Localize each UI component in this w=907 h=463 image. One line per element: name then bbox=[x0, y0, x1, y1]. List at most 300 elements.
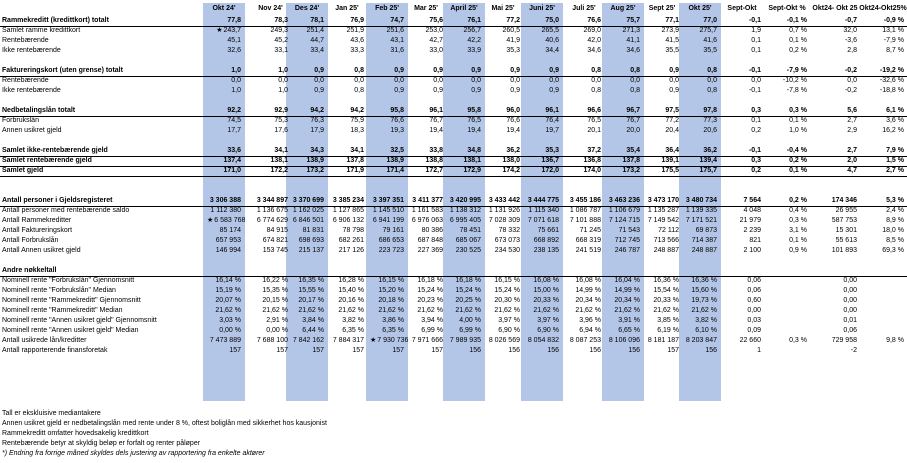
row-label[interactable] bbox=[2, 136, 202, 146]
table-cell[interactable] bbox=[767, 156, 807, 166]
table-cell[interactable] bbox=[447, 46, 481, 56]
table-cell[interactable] bbox=[330, 116, 364, 126]
table-cell[interactable] bbox=[606, 236, 640, 246]
table-cell[interactable] bbox=[606, 326, 640, 336]
table-cell[interactable] bbox=[290, 336, 324, 346]
table-cell[interactable] bbox=[447, 116, 481, 126]
table-cell[interactable] bbox=[447, 236, 481, 246]
row-label[interactable]: Andre nøkkeltall bbox=[2, 267, 57, 274]
table-cell[interactable] bbox=[409, 36, 443, 46]
table-cell[interactable] bbox=[645, 126, 679, 136]
column-header[interactable]: Mai 25' bbox=[491, 5, 515, 12]
table-cell[interactable] bbox=[683, 116, 717, 126]
table-cell[interactable] bbox=[330, 146, 364, 156]
table-cell[interactable] bbox=[330, 216, 364, 226]
table-cell[interactable] bbox=[767, 146, 807, 156]
table-cell[interactable] bbox=[370, 86, 404, 96]
table-cell[interactable] bbox=[207, 206, 241, 216]
table-cell[interactable] bbox=[862, 236, 904, 246]
table-cell[interactable] bbox=[606, 46, 640, 56]
table-cell[interactable] bbox=[253, 196, 288, 206]
table-cell[interactable] bbox=[767, 196, 807, 206]
table-cell[interactable] bbox=[683, 276, 717, 286]
table-cell[interactable] bbox=[767, 296, 807, 306]
table-cell[interactable] bbox=[486, 246, 520, 256]
table-cell[interactable] bbox=[525, 46, 559, 56]
table-cell[interactable] bbox=[525, 16, 559, 26]
table-cell[interactable] bbox=[645, 36, 679, 46]
table-cell[interactable] bbox=[370, 236, 404, 246]
table-cell[interactable] bbox=[330, 86, 364, 96]
table-cell[interactable] bbox=[253, 276, 288, 286]
table-cell[interactable] bbox=[645, 166, 679, 176]
table-cell[interactable] bbox=[447, 126, 481, 136]
table-cell[interactable] bbox=[330, 316, 364, 326]
table-cell[interactable] bbox=[645, 346, 679, 356]
table-cell[interactable] bbox=[253, 146, 288, 156]
table-cell[interactable] bbox=[207, 106, 241, 116]
table-cell[interactable] bbox=[862, 326, 904, 336]
table-cell[interactable] bbox=[683, 126, 717, 136]
table-cell[interactable] bbox=[370, 26, 404, 36]
table-cell[interactable] bbox=[290, 286, 324, 296]
table-cell[interactable] bbox=[525, 86, 559, 96]
table-cell[interactable] bbox=[723, 126, 761, 136]
table-cell[interactable] bbox=[767, 216, 807, 226]
table-cell[interactable] bbox=[606, 86, 640, 96]
table-cell[interactable] bbox=[525, 276, 559, 286]
table-cell[interactable] bbox=[525, 246, 559, 256]
table-cell[interactable] bbox=[370, 206, 404, 216]
table-cell[interactable] bbox=[645, 86, 679, 96]
table-cell[interactable] bbox=[606, 166, 640, 176]
table-cell[interactable] bbox=[207, 26, 241, 36]
table-cell[interactable] bbox=[253, 286, 288, 296]
table-cell[interactable] bbox=[645, 156, 679, 166]
table-cell[interactable] bbox=[207, 306, 241, 316]
row-label[interactable]: Antall Rammekreditter bbox=[2, 217, 72, 224]
table-cell[interactable] bbox=[767, 46, 807, 56]
row-label[interactable]: Nominell rente "Forbrukslån" Median bbox=[2, 287, 116, 294]
table-cell[interactable] bbox=[486, 86, 520, 96]
row-label[interactable]: Faktureringskort (uten grense) totalt bbox=[2, 67, 123, 74]
table-cell[interactable] bbox=[606, 126, 640, 136]
table-cell[interactable] bbox=[253, 206, 288, 216]
table-cell[interactable] bbox=[525, 126, 559, 136]
table-cell[interactable] bbox=[567, 116, 601, 126]
table-cell[interactable] bbox=[606, 216, 640, 226]
table-cell[interactable] bbox=[330, 196, 364, 206]
table-cell[interactable] bbox=[486, 166, 520, 176]
table-cell[interactable] bbox=[723, 166, 761, 176]
table-cell[interactable] bbox=[645, 76, 679, 86]
table-cell[interactable] bbox=[813, 26, 857, 36]
table-cell[interactable] bbox=[447, 26, 481, 36]
table-cell[interactable] bbox=[645, 286, 679, 296]
table-cell[interactable] bbox=[723, 336, 761, 346]
table-cell[interactable] bbox=[447, 146, 481, 156]
table-cell[interactable] bbox=[330, 306, 364, 316]
table-cell[interactable] bbox=[723, 326, 761, 336]
table-cell[interactable] bbox=[862, 336, 904, 346]
table-cell[interactable] bbox=[767, 236, 807, 246]
table-cell[interactable] bbox=[370, 116, 404, 126]
table-cell[interactable] bbox=[330, 36, 364, 46]
table-cell[interactable] bbox=[290, 276, 324, 286]
table-cell[interactable] bbox=[409, 126, 443, 136]
column-header[interactable]: Okt 25' bbox=[688, 5, 712, 12]
table-cell[interactable] bbox=[525, 196, 559, 206]
table-cell[interactable] bbox=[813, 116, 857, 126]
table-cell[interactable] bbox=[723, 286, 761, 296]
table-cell[interactable] bbox=[207, 36, 241, 46]
table-cell[interactable] bbox=[447, 16, 481, 26]
table-cell[interactable] bbox=[370, 146, 404, 156]
column-header[interactable]: Jan 25' bbox=[335, 5, 359, 12]
table-cell[interactable] bbox=[253, 236, 288, 246]
table-cell[interactable] bbox=[567, 36, 601, 46]
table-cell[interactable] bbox=[813, 326, 857, 336]
table-cell[interactable] bbox=[813, 316, 857, 326]
table-cell[interactable] bbox=[813, 196, 857, 206]
table-cell[interactable] bbox=[253, 126, 288, 136]
table-cell[interactable] bbox=[862, 46, 904, 56]
table-cell[interactable] bbox=[330, 286, 364, 296]
table-cell[interactable] bbox=[606, 226, 640, 236]
table-cell[interactable] bbox=[813, 246, 857, 256]
row-label[interactable]: Antall personer i Gjeldsregisteret bbox=[2, 197, 113, 204]
table-cell[interactable] bbox=[683, 306, 717, 316]
table-cell[interactable] bbox=[606, 76, 640, 86]
table-cell[interactable] bbox=[813, 146, 857, 156]
table-cell[interactable] bbox=[330, 106, 364, 116]
table-cell[interactable] bbox=[330, 246, 364, 256]
table-cell[interactable] bbox=[330, 26, 364, 36]
table-cell[interactable] bbox=[767, 346, 807, 356]
table-cell[interactable] bbox=[813, 216, 857, 226]
table-cell[interactable] bbox=[409, 46, 443, 56]
table-cell[interactable] bbox=[447, 66, 481, 76]
table-cell[interactable] bbox=[253, 36, 288, 46]
table-cell[interactable] bbox=[645, 306, 679, 316]
table-cell[interactable] bbox=[486, 336, 520, 346]
table-cell[interactable] bbox=[447, 226, 481, 236]
table-cell[interactable] bbox=[370, 36, 404, 46]
table-cell[interactable] bbox=[486, 216, 520, 226]
table-cell[interactable] bbox=[370, 196, 404, 206]
table-cell[interactable] bbox=[409, 276, 443, 286]
table-cell[interactable] bbox=[409, 196, 443, 206]
table-cell[interactable] bbox=[767, 66, 807, 76]
table-cell[interactable] bbox=[253, 116, 288, 126]
table-cell[interactable] bbox=[525, 346, 559, 356]
table-cell[interactable] bbox=[862, 206, 904, 216]
table-cell[interactable] bbox=[723, 16, 761, 26]
table-cell[interactable] bbox=[207, 236, 241, 246]
table-cell[interactable] bbox=[409, 226, 443, 236]
table-cell[interactable] bbox=[447, 76, 481, 86]
table-cell[interactable] bbox=[486, 296, 520, 306]
table-cell[interactable] bbox=[683, 236, 717, 246]
table-cell[interactable] bbox=[813, 336, 857, 346]
table-cell[interactable] bbox=[525, 206, 559, 216]
row-label[interactable]: Rentebærende bbox=[2, 77, 49, 84]
table-cell[interactable] bbox=[207, 286, 241, 296]
table-cell[interactable] bbox=[525, 36, 559, 46]
table-cell[interactable] bbox=[253, 296, 288, 306]
table-cell[interactable] bbox=[862, 196, 904, 206]
table-cell[interactable] bbox=[567, 76, 601, 86]
table-cell[interactable] bbox=[767, 206, 807, 216]
table-cell[interactable] bbox=[447, 86, 481, 96]
table-cell[interactable] bbox=[207, 226, 241, 236]
table-cell[interactable] bbox=[486, 236, 520, 246]
table-cell[interactable] bbox=[447, 106, 481, 116]
table-cell[interactable] bbox=[486, 46, 520, 56]
table-cell[interactable] bbox=[683, 316, 717, 326]
table-cell[interactable] bbox=[606, 336, 640, 346]
table-cell[interactable] bbox=[525, 66, 559, 76]
table-cell[interactable] bbox=[290, 146, 324, 156]
table-cell[interactable] bbox=[645, 316, 679, 326]
table-cell[interactable] bbox=[567, 316, 601, 326]
table-cell[interactable] bbox=[723, 46, 761, 56]
table-cell[interactable] bbox=[207, 146, 241, 156]
table-cell[interactable] bbox=[207, 316, 241, 326]
table-cell[interactable] bbox=[683, 326, 717, 336]
table-cell[interactable] bbox=[409, 106, 443, 116]
table-cell[interactable] bbox=[330, 336, 364, 346]
table-cell[interactable] bbox=[409, 76, 443, 86]
table-cell[interactable] bbox=[370, 286, 404, 296]
table-cell[interactable] bbox=[253, 316, 288, 326]
table-cell[interactable] bbox=[767, 316, 807, 326]
table-cell[interactable] bbox=[645, 46, 679, 56]
row-label[interactable]: Nominell rente "Forbrukslån" Gjennomsnitt bbox=[2, 277, 135, 284]
table-cell[interactable] bbox=[409, 236, 443, 246]
table-cell[interactable] bbox=[486, 196, 520, 206]
table-cell[interactable] bbox=[290, 46, 324, 56]
table-cell[interactable] bbox=[645, 336, 679, 346]
table-cell[interactable] bbox=[409, 66, 443, 76]
table-cell[interactable] bbox=[862, 316, 904, 326]
table-cell[interactable] bbox=[447, 246, 481, 256]
table-cell[interactable] bbox=[486, 346, 520, 356]
table-cell[interactable] bbox=[207, 66, 241, 76]
table-cell[interactable] bbox=[409, 116, 443, 126]
table-cell[interactable] bbox=[370, 156, 404, 166]
table-cell[interactable] bbox=[447, 196, 481, 206]
table-cell[interactable] bbox=[683, 336, 717, 346]
table-cell[interactable] bbox=[813, 126, 857, 136]
table-cell[interactable] bbox=[409, 326, 443, 336]
row-label[interactable]: Samlet rentebærende gjeld bbox=[2, 157, 92, 164]
table-cell[interactable] bbox=[447, 286, 481, 296]
table-cell[interactable] bbox=[567, 156, 601, 166]
table-cell[interactable] bbox=[683, 216, 717, 226]
table-cell[interactable] bbox=[767, 16, 807, 26]
table-cell[interactable] bbox=[567, 216, 601, 226]
table-cell[interactable] bbox=[567, 336, 601, 346]
table-cell[interactable] bbox=[290, 116, 324, 126]
table-cell[interactable] bbox=[253, 66, 288, 76]
table-cell[interactable] bbox=[207, 246, 241, 256]
column-header[interactable]: Okt24-Okt25% bbox=[859, 5, 907, 12]
row-label[interactable]: Antall Annen usikret gjeld bbox=[2, 247, 81, 254]
table-cell[interactable] bbox=[567, 86, 601, 96]
table-cell[interactable] bbox=[862, 276, 904, 286]
table-cell[interactable] bbox=[723, 346, 761, 356]
table-cell[interactable] bbox=[767, 246, 807, 256]
table-cell[interactable] bbox=[567, 106, 601, 116]
table-cell[interactable] bbox=[207, 86, 241, 96]
column-header[interactable]: Mar 25' bbox=[414, 5, 438, 12]
column-header[interactable]: Juli 25' bbox=[572, 5, 596, 12]
table-cell[interactable] bbox=[207, 346, 241, 356]
table-cell[interactable] bbox=[207, 126, 241, 136]
table-cell[interactable] bbox=[683, 106, 717, 116]
table-cell[interactable] bbox=[253, 336, 288, 346]
table-cell[interactable] bbox=[525, 336, 559, 346]
table-cell[interactable] bbox=[723, 36, 761, 46]
table-cell[interactable] bbox=[409, 26, 443, 36]
table-cell[interactable] bbox=[409, 206, 443, 216]
row-label[interactable]: Samlet gjeld bbox=[2, 167, 44, 174]
table-cell[interactable] bbox=[370, 16, 404, 26]
table-cell[interactable] bbox=[567, 296, 601, 306]
table-cell[interactable] bbox=[723, 236, 761, 246]
table-cell[interactable] bbox=[370, 226, 404, 236]
table-cell[interactable] bbox=[813, 66, 857, 76]
table-cell[interactable] bbox=[683, 296, 717, 306]
table-cell[interactable] bbox=[767, 76, 807, 86]
table-cell[interactable] bbox=[813, 86, 857, 96]
table-cell[interactable] bbox=[290, 36, 324, 46]
table-cell[interactable] bbox=[290, 346, 324, 356]
table-cell[interactable] bbox=[525, 216, 559, 226]
table-cell[interactable] bbox=[813, 286, 857, 296]
table-cell[interactable] bbox=[862, 306, 904, 316]
table-cell[interactable] bbox=[486, 106, 520, 116]
table-cell[interactable] bbox=[330, 236, 364, 246]
table-cell[interactable] bbox=[253, 326, 288, 336]
table-cell[interactable] bbox=[290, 86, 324, 96]
table-cell[interactable] bbox=[290, 16, 324, 26]
table-cell[interactable] bbox=[567, 286, 601, 296]
table-cell[interactable] bbox=[645, 276, 679, 286]
column-header[interactable]: Nov 24' bbox=[258, 5, 283, 12]
table-cell[interactable] bbox=[813, 236, 857, 246]
table-cell[interactable] bbox=[370, 46, 404, 56]
table-cell[interactable] bbox=[447, 306, 481, 316]
table-cell[interactable] bbox=[207, 16, 241, 26]
table-cell[interactable] bbox=[567, 306, 601, 316]
row-label[interactable]: Rammekreditt (kredittkort) totalt bbox=[2, 17, 109, 24]
table-cell[interactable] bbox=[525, 26, 559, 36]
table-cell[interactable] bbox=[370, 336, 409, 346]
table-cell[interactable] bbox=[409, 216, 443, 226]
table-cell[interactable] bbox=[447, 276, 481, 286]
table-cell[interactable] bbox=[645, 16, 679, 26]
table-cell[interactable] bbox=[525, 226, 559, 236]
table-cell[interactable] bbox=[767, 276, 807, 286]
table-cell[interactable] bbox=[447, 156, 481, 166]
table-cell[interactable] bbox=[862, 226, 904, 236]
table-cell[interactable] bbox=[330, 16, 364, 26]
table-cell[interactable] bbox=[567, 126, 601, 136]
table-cell[interactable] bbox=[606, 346, 640, 356]
row-label[interactable]: Nominell rente "Rammekreditt" Median bbox=[2, 307, 123, 314]
table-cell[interactable] bbox=[645, 116, 679, 126]
table-cell[interactable] bbox=[683, 66, 717, 76]
table-cell[interactable] bbox=[290, 216, 324, 226]
table-cell[interactable] bbox=[330, 206, 364, 216]
table-cell[interactable] bbox=[683, 156, 717, 166]
table-cell[interactable] bbox=[253, 106, 288, 116]
table-cell[interactable] bbox=[486, 276, 520, 286]
table-cell[interactable] bbox=[606, 156, 640, 166]
table-cell[interactable] bbox=[723, 296, 761, 306]
table-cell[interactable] bbox=[567, 146, 601, 156]
table-cell[interactable] bbox=[723, 306, 761, 316]
table-cell[interactable] bbox=[330, 276, 364, 286]
table-cell[interactable] bbox=[683, 76, 717, 86]
table-cell[interactable] bbox=[862, 166, 904, 176]
table-cell[interactable] bbox=[525, 76, 559, 86]
column-header[interactable]: Okt24- Okt 25 bbox=[812, 5, 858, 12]
table-cell[interactable] bbox=[862, 216, 904, 226]
table-cell[interactable] bbox=[330, 296, 364, 306]
table-cell[interactable] bbox=[207, 116, 241, 126]
table-cell[interactable] bbox=[862, 16, 904, 26]
table-cell[interactable] bbox=[290, 156, 324, 166]
row-label[interactable]: Antall personer med rentebærende saldo bbox=[2, 207, 130, 214]
table-cell[interactable] bbox=[370, 316, 404, 326]
row-label[interactable] bbox=[2, 56, 202, 66]
table-cell[interactable] bbox=[330, 166, 364, 176]
table-cell[interactable] bbox=[723, 206, 761, 216]
table-cell[interactable] bbox=[330, 326, 364, 336]
table-cell[interactable] bbox=[767, 306, 807, 316]
column-header[interactable]: Sept-Okt % bbox=[768, 5, 806, 12]
table-cell[interactable] bbox=[370, 306, 404, 316]
table-cell[interactable] bbox=[683, 26, 717, 36]
table-cell[interactable] bbox=[862, 106, 904, 116]
row-label[interactable]: Ikke rentebærende bbox=[2, 47, 61, 54]
table-cell[interactable] bbox=[330, 76, 364, 86]
table-cell[interactable] bbox=[813, 46, 857, 56]
table-cell[interactable] bbox=[525, 286, 559, 296]
table-cell[interactable] bbox=[683, 146, 717, 156]
table-cell[interactable] bbox=[253, 26, 288, 36]
table-cell[interactable] bbox=[486, 156, 520, 166]
table-cell[interactable] bbox=[486, 206, 520, 216]
table-cell[interactable] bbox=[723, 216, 761, 226]
table-cell[interactable] bbox=[525, 106, 559, 116]
table-cell[interactable] bbox=[486, 26, 520, 36]
row-label[interactable]: Samlet ramme kredittkort bbox=[2, 27, 81, 34]
table-cell[interactable] bbox=[409, 336, 443, 346]
table-cell[interactable] bbox=[767, 36, 807, 46]
table-cell[interactable] bbox=[447, 336, 481, 346]
table-cell[interactable] bbox=[486, 286, 520, 296]
table-cell[interactable] bbox=[253, 156, 288, 166]
table-cell[interactable] bbox=[330, 346, 364, 356]
table-cell[interactable] bbox=[253, 346, 288, 356]
table-cell[interactable] bbox=[723, 66, 761, 76]
table-cell[interactable] bbox=[606, 36, 640, 46]
table-cell[interactable] bbox=[290, 296, 324, 306]
